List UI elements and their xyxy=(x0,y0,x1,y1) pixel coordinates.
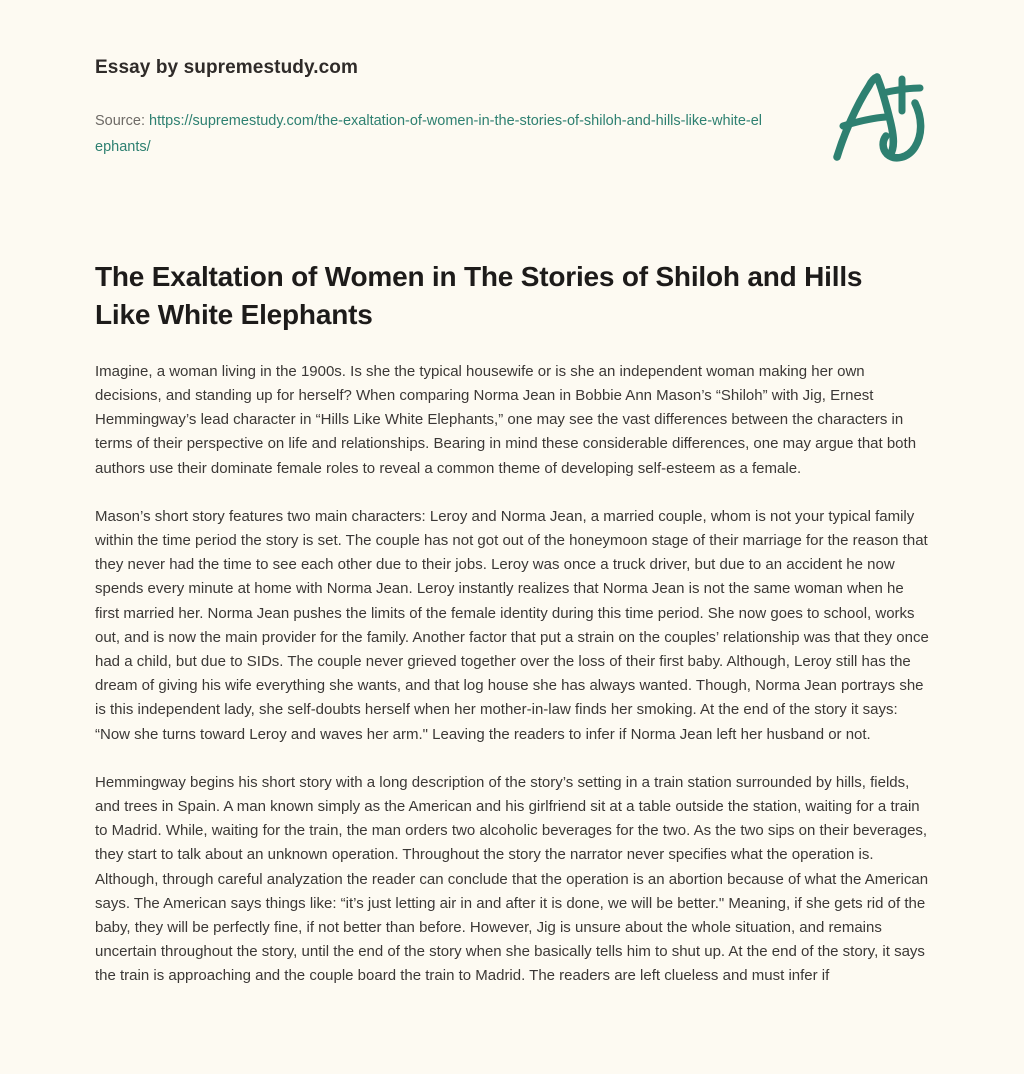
source-label: Source: xyxy=(95,112,145,129)
article-paragraph: Mason’s short story features two main characters: Leroy and Norma Jean, a married couple, whom is not your typical family within the time period the story is set. The couple has not got out of the honeymoon stage of their marriage for the reason that they never had the time to see each other due to their jobs. Leroy was once a truck driver, but due to an accident he now spends every minute at home with Norma Jean. Leroy instantly realizes that Norma Jean is not the same woman when he first married her. Norma Jean pushes the limits of the female identity during this time period. She now goes to school, works out, and is now the main provider for the family. Another factor that put a strain on the couples’ relationship was that they once had a child, but due to SIDs. The couple never grieved together over the loss of their first baby. Although, Leroy still has the dream of giving his wife everything she wants, and that log house she has always wanted. Though, Norma Jean portrays she is this independent lady, she self-doubts herself when her mother-in-law finds her smoking. At the end of the story it says: “Now she turns toward Leroy and waves her arm." Leaving the readers to infer if Norma Jean left her husband or not. xyxy=(95,507,929,743)
document-header xyxy=(0,0,1024,160)
supremestudy-logo[interactable] xyxy=(824,62,936,170)
article-paragraph: Imagine, a woman living in the 1900s. Is she the typical housewife or is she an independent woman making her own decisions, and standing up for herself? When comparing Norma Jean in Bobbie Ann Mason’s “Shiloh” with Jig, Ernest Hemmingway’s lead character in “Hills Like White Elephants,” one may see the vast differences between the characters in terms of their perspective on life and relationships. Bearing in mind these considerable differences, one may argue that both authors use their dominate female roles to reveal a common theme of developing self-esteem as a female. xyxy=(95,362,917,477)
source-url-link[interactable]: https://supremestudy.com/the-exaltation-of-women-in-the-stories-of-shiloh-and-hills-like-white-elephants/ xyxy=(95,112,763,155)
article-paragraph: Hemmingway begins his short story with a long description of the story’s setting in a train station surrounded by hills, fields, and trees in Spain. A man known simply as the American and his girlfriend sit at a table outside the station, waiting for a train to Madrid. While, waiting for the train, the man orders two alcoholic beverages for the two. As the two sips on their beverages, they start to talk about an unknown operation. Throughout the story the narrator never specifies what the operation is. Although, through careful analyzation the reader can conclude that the operation is an abortion because of what the American says. The American says things like: “it’s just letting air in and after it is done, we will be better." Meaning, if she gets rid of the baby, they will be perfectly fine, if not better than before. However, Jig is unsure about the whole situation, and remains uncertain throughout the story, until the end of the story when she basically tells him to shut up. At the end of the story, it says the train is approaching and the couple board the train to Madrid. The readers are left clueless and must infer if xyxy=(95,773,929,985)
article xyxy=(0,258,1024,989)
byline: Essay by supremestudy.com xyxy=(95,57,358,78)
a-plus-logo-icon xyxy=(824,62,936,170)
article-body xyxy=(95,360,929,989)
page-title: The Exaltation of Women in The Stories of Shiloh and Hills Like White Elephants xyxy=(95,260,863,330)
source-line xyxy=(95,108,765,160)
